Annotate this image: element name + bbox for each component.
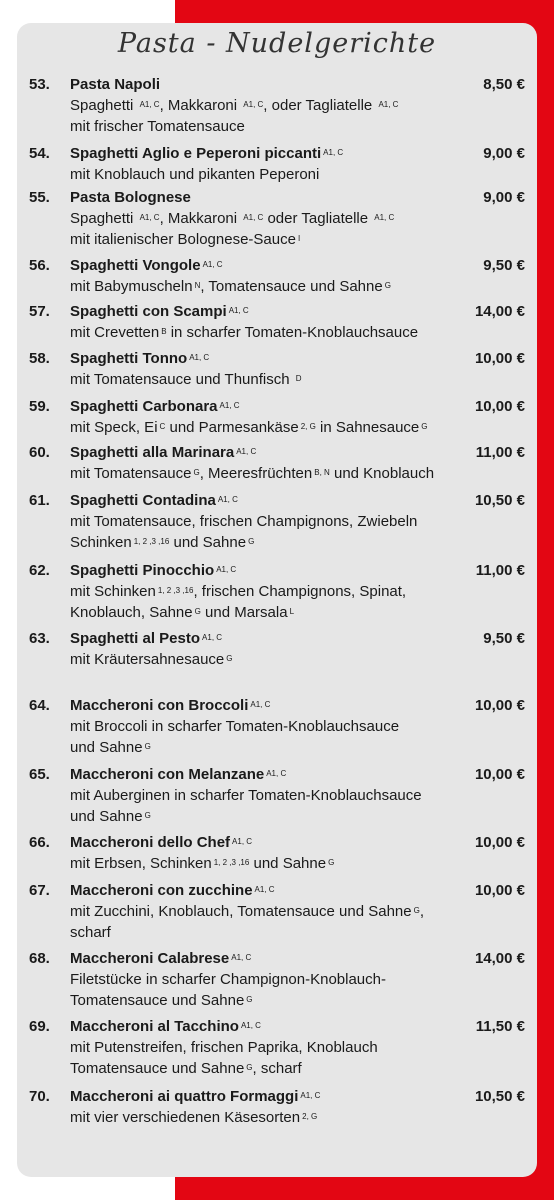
description-line: mit Schinken $^{1, 2 ,3 ,16}$, frischen Champignons, Spinat, (70, 583, 407, 600)
allergen-code: A1, C (236, 447, 257, 456)
allergen-code: A1, C (323, 148, 344, 157)
description-line: mit Tomatensauce $^G$, Meeresfrüchten $^{B, N}$ und Knoblauch (70, 465, 435, 482)
allergen-code: A1, C (216, 565, 237, 574)
item-name: Spaghetti Pinocchio $^{A1, C}$ (70, 562, 237, 579)
page-title: Pasta - Nudelgerichte (117, 28, 437, 59)
item-price: 8,50 € (483, 76, 525, 93)
item-number: 64. (29, 697, 50, 714)
item-price: 11,00 € (475, 444, 525, 461)
allergen-code: A1, C (219, 401, 240, 410)
item-price: 10,50 € (474, 1088, 525, 1105)
item-price: 10,00 € (474, 766, 525, 783)
allergen-code: A1, C (250, 700, 271, 709)
item-price: 10,00 € (474, 398, 525, 415)
item-number: 67. (29, 882, 50, 899)
allergen-code: A1, C (300, 1091, 321, 1100)
allergen-code: A1, C (217, 495, 238, 504)
description-line: Filetstücke in scharfer Champignon-Knoblauch- (70, 971, 386, 988)
item-price: 10,00 € (474, 834, 525, 851)
item-number: 69. (29, 1018, 50, 1035)
allergen-code: A1, C (202, 633, 223, 642)
description-line: mit Broccoli in scharfer Tomaten-Knoblauchsauce (70, 718, 400, 735)
item-number: 68. (29, 950, 50, 967)
description-line: mit Putenstreifen, frischen Paprika, Knoblauch (70, 1039, 378, 1056)
item-description (70, 581, 520, 624)
item-number: 58. (29, 350, 50, 367)
item-name: Maccheroni con Broccoli $^{A1, C}$ (70, 697, 271, 714)
item-description (70, 649, 520, 670)
item-price: 9,50 € (483, 257, 525, 274)
item-name: Spaghetti Aglio e Peperoni piccanti $^{A1, C}$ (70, 145, 344, 162)
item-name: Maccheroni Calabrese $^{A1, C}$ (70, 950, 252, 967)
description-line: mit italienischer Bolognese-Sauce $^I$ (70, 231, 301, 249)
description-line: mit Tomatensauce, frischen Champignons, Zwiebeln (70, 513, 418, 530)
item-number: 62. (29, 562, 50, 579)
allergen-code: A1, C (266, 769, 287, 778)
description-line: mit Erbsen, Schinken $^{1, 2 ,3 ,16}$ und Sahne $^G$ (70, 855, 335, 872)
item-description (70, 208, 520, 251)
allergen-code: A1, C (231, 953, 252, 962)
description-line: scharf (70, 924, 111, 942)
item-price: 14,00 € (474, 950, 525, 967)
item-number: 66. (29, 834, 50, 851)
allergen-code: A1, C (189, 353, 210, 362)
item-description (70, 1037, 520, 1080)
allergen-code: A1, C (232, 837, 253, 846)
item-number: 65. (29, 766, 50, 783)
item-description (70, 95, 520, 138)
item-description (70, 785, 520, 828)
description-line: mit Speck, Ei $^C$ und Parmesankäse $^{2, G}$ in Sahnesauce $^G$ (70, 419, 428, 436)
description-line: mit Auberginen in scharfer Tomaten-Knoblauchsauce (70, 787, 422, 804)
item-price: 10,00 € (474, 882, 525, 899)
item-price: 10,00 € (474, 350, 525, 367)
item-description (70, 901, 520, 944)
item-number: 61. (29, 492, 50, 509)
item-description (70, 276, 520, 297)
description-line: mit vier verschiedenen Käsesorten $^{2, G}$ (70, 1109, 318, 1126)
item-name: Spaghetti Contadina $^{A1, C}$ (70, 492, 238, 509)
item-price: 11,50 € (475, 1018, 525, 1035)
description-line: mit Crevetten $^B$ in scharfer Tomaten-Knoblauchsauce (70, 324, 419, 341)
allergen-code: A1, C (254, 885, 275, 894)
item-name: Maccheroni con Melanzane $^{A1, C}$ (70, 766, 287, 783)
item-name: Spaghetti al Pesto $^{A1, C}$ (70, 630, 223, 647)
item-price: 14,00 € (474, 303, 525, 320)
description-line: Spaghetti $^{A1, C}$, Makkaroni $^{A1, C}$ oder Tagliatelle $^{A1, C}$ (70, 210, 395, 227)
item-description (70, 853, 520, 874)
item-name: Spaghetti con Scampi $^{A1, C}$ (70, 303, 249, 320)
item-number: 59. (29, 398, 50, 415)
item-name: Pasta Bolognese (70, 189, 191, 206)
description-line: Tomatensauce und Sahne $^G$ (70, 992, 253, 1010)
item-name: Maccheroni con zucchine $^{A1, C}$ (70, 882, 275, 899)
item-number: 70. (29, 1088, 50, 1105)
item-description (70, 164, 520, 185)
description-line: Tomatensauce und Sahne $^G$, scharf (70, 1060, 302, 1078)
item-description (70, 369, 520, 390)
item-name: Maccheroni dello Chef $^{A1, C}$ (70, 834, 253, 851)
description-line: mit Babymuscheln $^N$, Tomatensauce und Sahne $^G$ (70, 278, 391, 295)
allergen-code: A1, C (240, 1021, 261, 1030)
item-price: 9,50 € (483, 630, 525, 647)
item-number: 57. (29, 303, 50, 320)
description-line: und Sahne $^G$ (70, 808, 151, 826)
description-line: Schinken $^{1, 2 ,3 ,16}$ und Sahne $^G$ (70, 534, 255, 552)
description-line: mit Knoblauch und pikanten Peperoni (70, 166, 320, 183)
description-line: Spaghetti $^{A1, C}$, Makkaroni $^{A1, C}$, oder Tagliatelle $^{A1, C}$ (70, 97, 399, 114)
item-description (70, 1107, 520, 1128)
item-name: Pasta Napoli (70, 76, 161, 93)
description-line: mit frischer Tomatensauce (70, 118, 245, 136)
item-number: 54. (29, 145, 50, 162)
item-price: 10,50 € (474, 492, 525, 509)
item-number: 60. (29, 444, 50, 461)
item-name: Spaghetti alla Marinara $^{A1, C}$ (70, 444, 257, 461)
item-description (70, 969, 520, 1012)
item-price: 9,00 € (483, 145, 525, 162)
item-name: Spaghetti Carbonara $^{A1, C}$ (70, 398, 240, 415)
item-number: 56. (29, 257, 50, 274)
item-description (70, 463, 520, 484)
item-number: 53. (29, 76, 50, 93)
item-description (70, 511, 520, 554)
item-name: Maccheroni ai quattro Formaggi $^{A1, C}$ (70, 1088, 321, 1105)
description-line: mit Zucchini, Knoblauch, Tomatensauce und Sahne $^G$, (70, 903, 425, 920)
item-description (70, 322, 520, 343)
item-name: Spaghetti Vongole $^{A1, C}$ (70, 257, 223, 274)
item-description (70, 716, 520, 759)
item-number: 63. (29, 630, 50, 647)
description-line: und Sahne $^G$ (70, 739, 151, 757)
item-name: Spaghetti Tonno $^{A1, C}$ (70, 350, 210, 367)
item-number: 55. (29, 189, 50, 206)
item-price: 10,00 € (474, 697, 525, 714)
description-line: mit Tomatensauce und Thunfisch $^D$ (70, 371, 302, 388)
item-price: 11,00 € (475, 562, 525, 579)
description-line: Knoblauch, Sahne $^G$ und Marsala $^L$ (70, 604, 295, 622)
item-description (70, 417, 520, 438)
item-name: Maccheroni al Tacchino $^{A1, C}$ (70, 1018, 261, 1035)
allergen-code: A1, C (202, 260, 223, 269)
allergen-code: A1, C (228, 306, 249, 315)
item-price: 9,00 € (483, 189, 525, 206)
description-line: mit Kräutersahnesauce $^G$ (70, 651, 233, 668)
